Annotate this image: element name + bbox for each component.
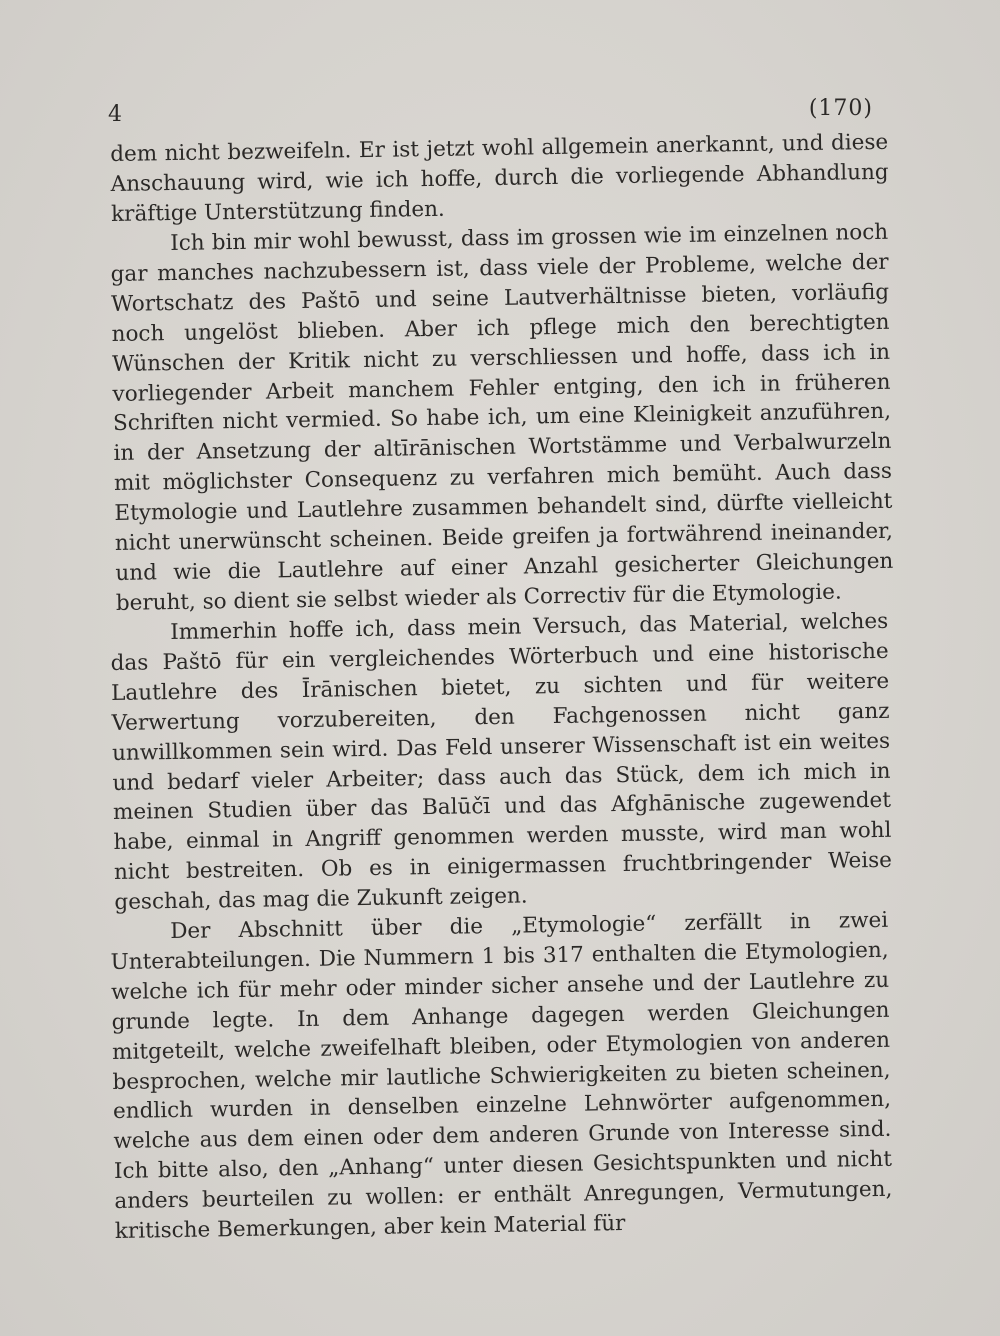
paragraph: Ich bin mir wohl bewusst, dass im grossen wie im einzelnen noch gar manches nachzubessern ist, dass viele der Probleme, welche der Wortschatz des Paštō und seine Lautverhältnisse bieten, vorläufig noch ungelöst blieben. Aber ich pflege mich den berechtigten Wünschen der Kritik nicht zu verschliessen und hoffe, dass ich in vorliegender Arbeit manchem Fehler entging, den ich in früheren Schriften nicht vermied. So habe ich, um eine Kleinigkeit anzuführen, in der Ansetzung der altīrānischen Wortstämme und Verbalwurzeln mit möglichster Consequenz zu verfahren mich bemüht. Auch dass Etymologie und Lautlehre zusammen behandelt sind, dürfte vielleicht nicht unerwünscht scheinen. Beide greifen ja fortwährend ineinander, und wie die Lautlehre auf einer Anzahl gesicherter Gleichungen beruht, so dient sie selbst wieder als Correctiv für die Etymologie. <box>110 219 894 616</box>
paragraph: Der Abschnitt über die „Etymologie“ zerfällt in zwei Unterabteilungen. Die Nummern 1 bis 317 enthalten die Etymologien, welche ich für mehr oder minder sicher ansehe und der Lautlehre zu grunde legte. In dem Anhange dagegen werden Gleichungen mitgeteilt, welche zweifelhaft bleiben, oder Etymologien von anderen besprochen, welche mir lautliche Schwierigkeiten zu bieten scheinen, endlich wurden in denselben einzelne Lehnwörter aufgenommen, welche aus dem einen oder dem anderen Grunde von Interesse sind. Ich bitte also, den „Anhang“ unter diesen Gesichtspunkten und nicht anders beurteilen zu wollen: er enthält Anregungen, Vermutungen, kritische Bemerkungen, aber kein Material für <box>110 907 893 1244</box>
body-text <box>110 129 894 1247</box>
paragraph-continuation: dem nicht bezweifeln. Er ist jetzt wohl allgemein anerkannt, und diese Anschauung wird, wie ich hoffe, durch die vorliegende Abhandlung kräftige Unterstützung finden. <box>110 129 889 227</box>
paragraph: Immerhin hoffe ich, dass mein Versuch, das Material, welches das Paštō für ein vergleichendes Wörterbuch und eine historische Lautlehre des Īrānischen bietet, zu sichten und für weitere Verwertung vorzubereiten, den Fachgenossen nicht ganz unwillkommen sein wird. Das Feld unserer Wissenschaft ist ein weites und bedarf vieler Arbeiter; dass auch das Stück, dem ich mich in meinen Studien über das Balūčī und das Afghānische zugewendet habe, einmal in Angriff genommen werden musste, wird man wohl nicht bestreiten. Ob es in einigermassen fruchtbringender Weise geschah, das mag die Zukunft zeigen. <box>110 608 893 915</box>
section-number: (170) <box>808 96 873 121</box>
page-number: 4 <box>108 102 123 127</box>
